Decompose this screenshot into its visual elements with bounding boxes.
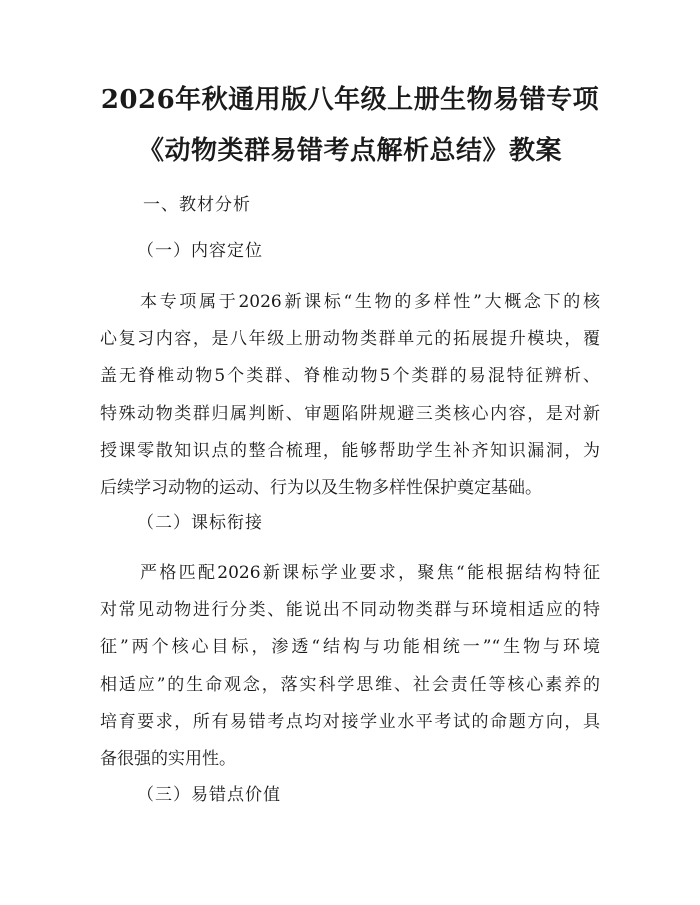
heading-textbook-analysis: 一、教材分析 xyxy=(143,195,251,215)
paragraph-line: 相适应”的生命观念，落实科学思维、社会责任等核心素养的 xyxy=(100,674,600,695)
paragraph-line: 对常见动物进行分类、能说出不同动物类群与环境相适应的特 xyxy=(100,600,600,621)
subheading-error-point-value: （三）易错点价值 xyxy=(137,785,281,805)
subheading-content-positioning: （一）内容定位 xyxy=(137,241,263,261)
paragraph-line: 后续学习动物的运动、行为以及生物多样性保护奠定基础。 xyxy=(100,477,542,498)
paragraph-line: 征”两个核心目标，渗透“结构与功能相统一”“生物与环境 xyxy=(100,637,600,658)
document-title-line-2: 《动物类群易错考点解析总结》教案 xyxy=(137,136,562,166)
paragraph-line: 培育要求，所有易错考点均对接学业水平考试的命题方向，具 xyxy=(100,711,600,732)
paragraph-line: 备很强的实用性。 xyxy=(100,748,236,769)
paragraph-line: 盖无脊椎动物5个类群、脊椎动物5个类群的易混特征辨析、 xyxy=(100,366,600,387)
paragraph-content-positioning xyxy=(100,284,600,507)
document-title-line-1: 2026年秋通用版八年级上册生物易错专项 xyxy=(100,85,600,115)
subheading-curriculum-connection: （二）课标衔接 xyxy=(137,513,263,533)
paragraph-line: 心复习内容，是八年级上册动物类群单元的拓展提升模块，覆 xyxy=(100,329,600,350)
paragraph-line: 本专项属于2026新课标“生物的多样性”大概念下的核 xyxy=(140,292,600,312)
paragraph-line: 严格匹配2026新课标学业要求，聚焦“能根据结构特征 xyxy=(140,563,600,583)
paragraph-curriculum-connection xyxy=(100,555,600,778)
paragraph-line: 授课零散知识点的整合梳理，能够帮助学生补齐知识漏洞，为 xyxy=(100,440,600,461)
paragraph-line: 特殊动物类群归属判断、审题陷阱规避三类核心内容，是对新 xyxy=(100,403,600,424)
